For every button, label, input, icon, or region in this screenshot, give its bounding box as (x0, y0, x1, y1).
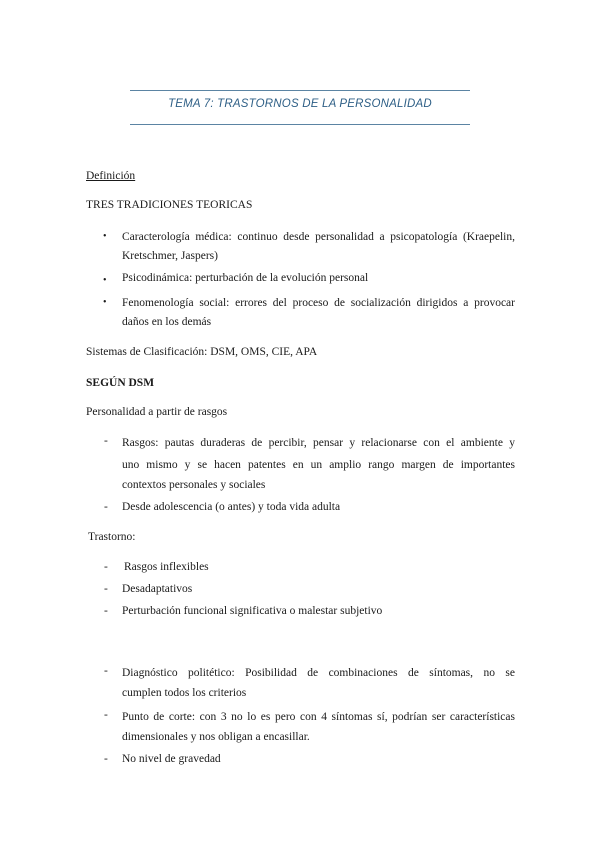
dash-marker: - (104, 753, 108, 765)
rasgos-item-2: Desde adolescencia (o antes) y toda vida adulta (122, 501, 341, 513)
bullet-icon: • (103, 275, 107, 286)
diagnostico-item-2-line2: dimensionales y nos obligan a encasillar. (122, 731, 310, 743)
bullet-icon: • (103, 231, 107, 242)
definicion-heading: Definición (86, 170, 136, 182)
bullet-item-1-line1: Caracterología médica: continuo desde personalidad a psicopatología (Kraepelin, (122, 231, 515, 243)
dash-marker: - (104, 561, 108, 573)
rasgos-item-1-line1: Rasgos: pautas duraderas de percibir, pensar y relacionarse con el ambiente y (122, 437, 515, 449)
dash-marker: - (104, 709, 108, 721)
personalidad-rasgos: Personalidad a partir de rasgos (86, 406, 228, 418)
trastorno-item-2: Desadaptativos (122, 583, 193, 595)
diagnostico-item-1-line1: Diagnóstico politético: Posibilidad de combinaciones de síntomas, no se (122, 667, 515, 679)
trastorno-item-1: Rasgos inflexibles (124, 561, 209, 573)
diagnostico-item-3: No nivel de gravedad (122, 753, 221, 765)
tres-tradiciones-heading: TRES TRADICIONES TEORICAS (86, 199, 253, 211)
dash-marker: - (104, 605, 108, 617)
rasgos-item-1-line3: contextos personales y sociales (122, 479, 266, 491)
sistemas-clasificacion: Sistemas de Clasificación: DSM, OMS, CIE, APA (86, 346, 318, 358)
bullet-item-3-line2: daños en los demás (122, 316, 212, 328)
diagnostico-item-2-line1: Punto de corte: con 3 no lo es pero con 4 síntomas sí, podrían ser características (122, 711, 515, 723)
bullet-item-1-line2: Kretschmer, Jaspers) (122, 250, 218, 262)
dash-marker: - (104, 435, 108, 447)
title-top-rule (130, 90, 470, 91)
page-title: TEMA 7: TRASTORNOS DE LA PERSONALIDAD (168, 98, 432, 110)
trastorno-item-3: Perturbación funcional significativa o malestar subjetivo (122, 605, 383, 617)
diagnostico-item-1-line2: cumplen todos los criterios (122, 687, 247, 699)
rasgos-item-1-line2: uno mismo y se hacen patentes en un amplio rango margen de importantes (122, 459, 515, 471)
dash-marker: - (104, 665, 108, 677)
dash-marker: - (104, 583, 108, 595)
title-bottom-rule (130, 124, 470, 125)
bullet-item-3-line1: Fenomenología social: errores del proceso de socialización dirigidos a provocar (122, 297, 515, 309)
bullet-item-2: Psicodinámica: perturbación de la evolución personal (122, 272, 369, 284)
trastorno-label: Trastorno: (88, 531, 136, 543)
segun-dsm-heading: SEGÚN DSM (86, 377, 155, 389)
dash-marker: - (104, 501, 108, 513)
bullet-icon: • (103, 297, 107, 308)
